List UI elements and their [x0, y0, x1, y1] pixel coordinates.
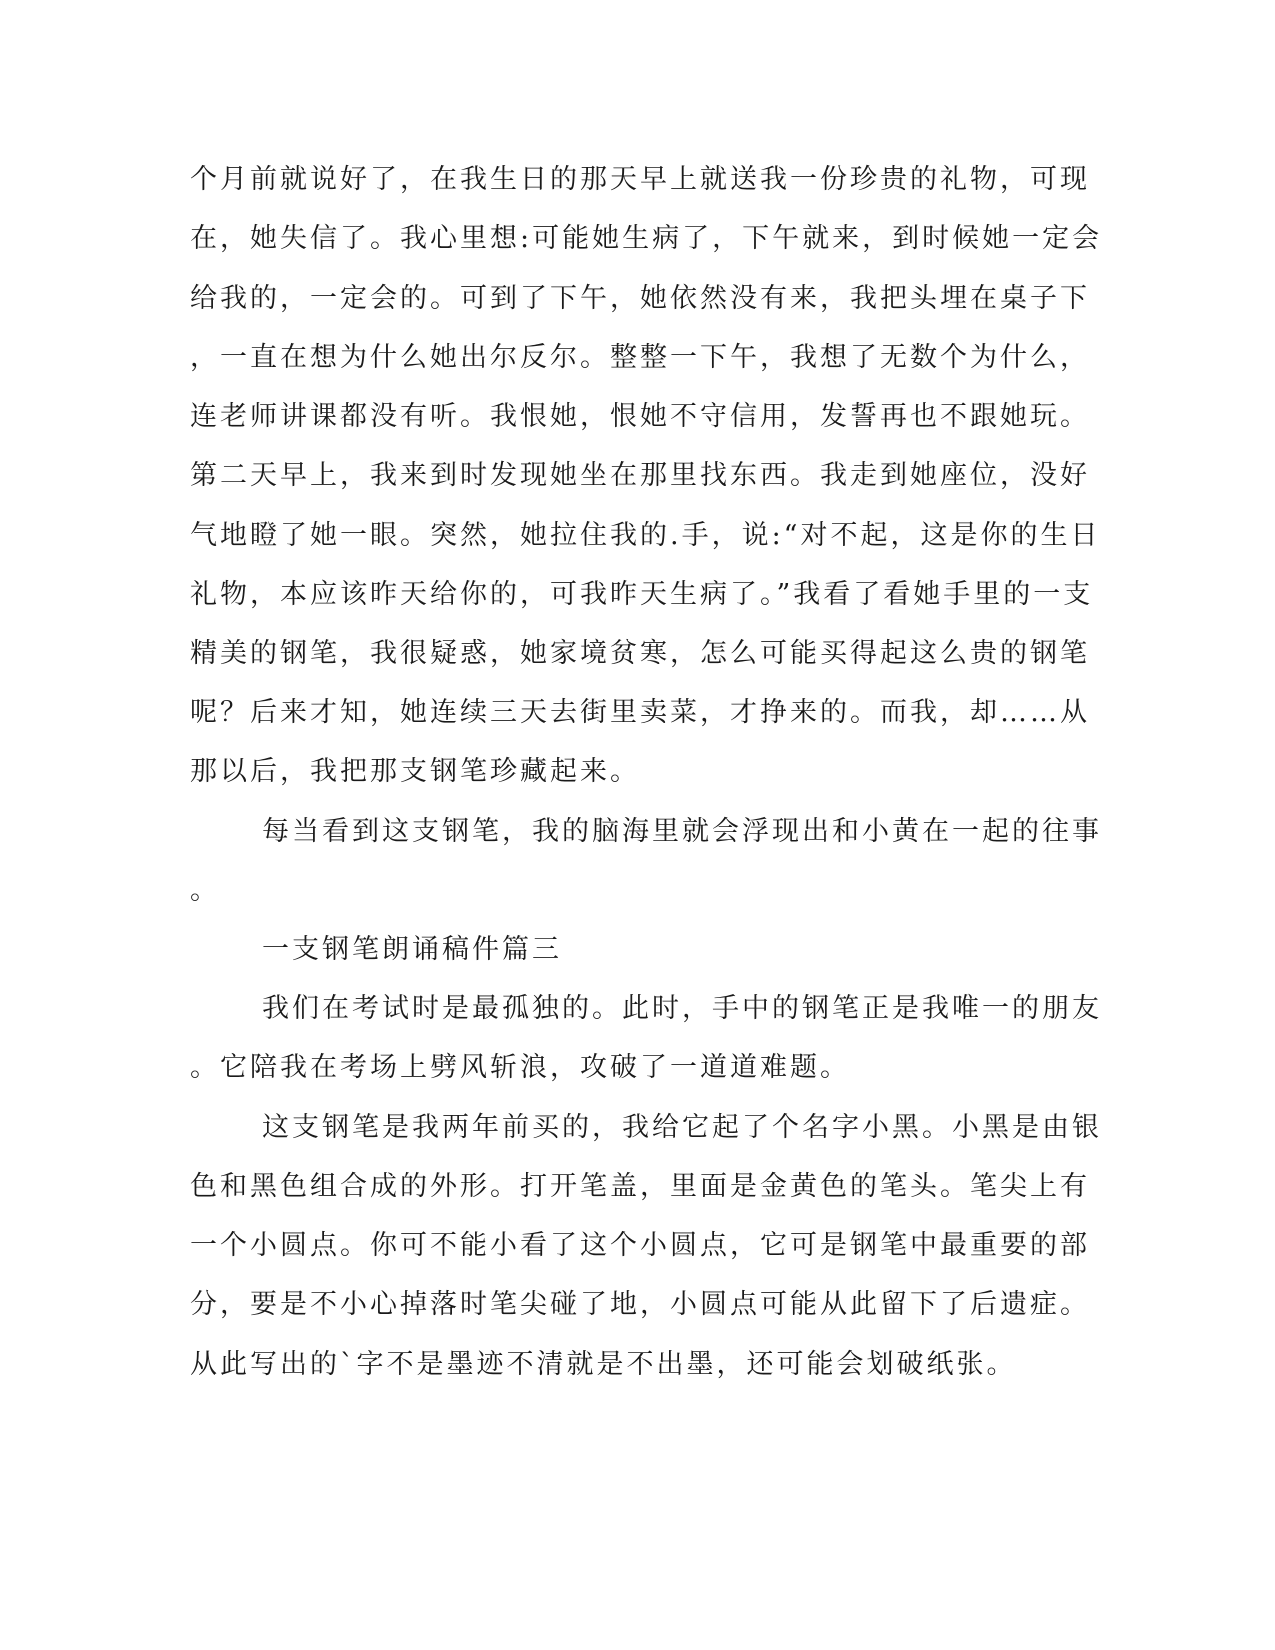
text-line: 。它陪我在考场上劈风斩浪，攻破了一道道难题。 [190, 1052, 850, 1083]
text-line: 色和黑色组合成的外形。打开笔盖，里面是金黄色的笔头。笔尖上有 [190, 1171, 1090, 1202]
text-line: 一个小圆点。你可不能小看了这个小圆点，它可是钢笔中最重要的部 [190, 1230, 1090, 1261]
text-line: 分，要是不小心掉落时笔尖碰了地，小圆点可能从此留下了后遗症。 [190, 1289, 1090, 1320]
paragraph-start-line: 每当看到这支钢笔，我的脑海里就会浮现出和小黄在一起的往事 [262, 816, 1102, 847]
text-line: 精美的钢笔，我很疑惑，她家境贫寒，怎么可能买得起这么贵的钢笔 [190, 638, 1090, 669]
text-line: 个月前就说好了，在我生日的那天早上就送我一份珍贵的礼物，可现 [190, 164, 1090, 195]
paragraph-start-line: 这支钢笔是我两年前买的，我给它起了个名字小黑。小黑是由银 [262, 1112, 1102, 1143]
text-line: 给我的，一定会的。可到了下午，她依然没有来，我把头埋在桌子下 [190, 283, 1090, 314]
paragraph-start-line: 我们在考试时是最孤独的。此时，手中的钢笔正是我唯一的朋友 [262, 993, 1102, 1024]
text-line: 连老师讲课都没有听。我恨她，恨她不守信用，发誓再也不跟她玩。 [190, 401, 1090, 432]
text-line: 气地瞪了她一眼。突然，她拉住我的.手，说:“对不起，这是你的生日 [190, 520, 1101, 551]
section-heading: 一支钢笔朗诵稿件篇三 [262, 934, 562, 965]
text-line: 那以后，我把那支钢笔珍藏起来。 [190, 756, 640, 787]
text-line: 呢？后来才知，她连续三天去街里卖菜，才挣来的。而我，却……从 [190, 697, 1090, 728]
text-line: ，一直在想为什么她出尔反尔。整整一下午，我想了无数个为什么， [190, 342, 1090, 373]
text-line: 。 [190, 875, 220, 906]
text-line: 礼物，本应该昨天给你的，可我昨天生病了。”我看了看她手里的一支 [190, 579, 1094, 610]
text-line: 第二天早上，我来到时发现她坐在那里找东西。我走到她座位，没好 [190, 460, 1090, 491]
text-line: 从此写出的`字不是墨迹不清就是不出墨，还可能会划破纸张。 [190, 1349, 1017, 1380]
text-line: 在，她失信了。我心里想:可能她生病了，下午就来，到时候她一定会 [190, 223, 1103, 254]
